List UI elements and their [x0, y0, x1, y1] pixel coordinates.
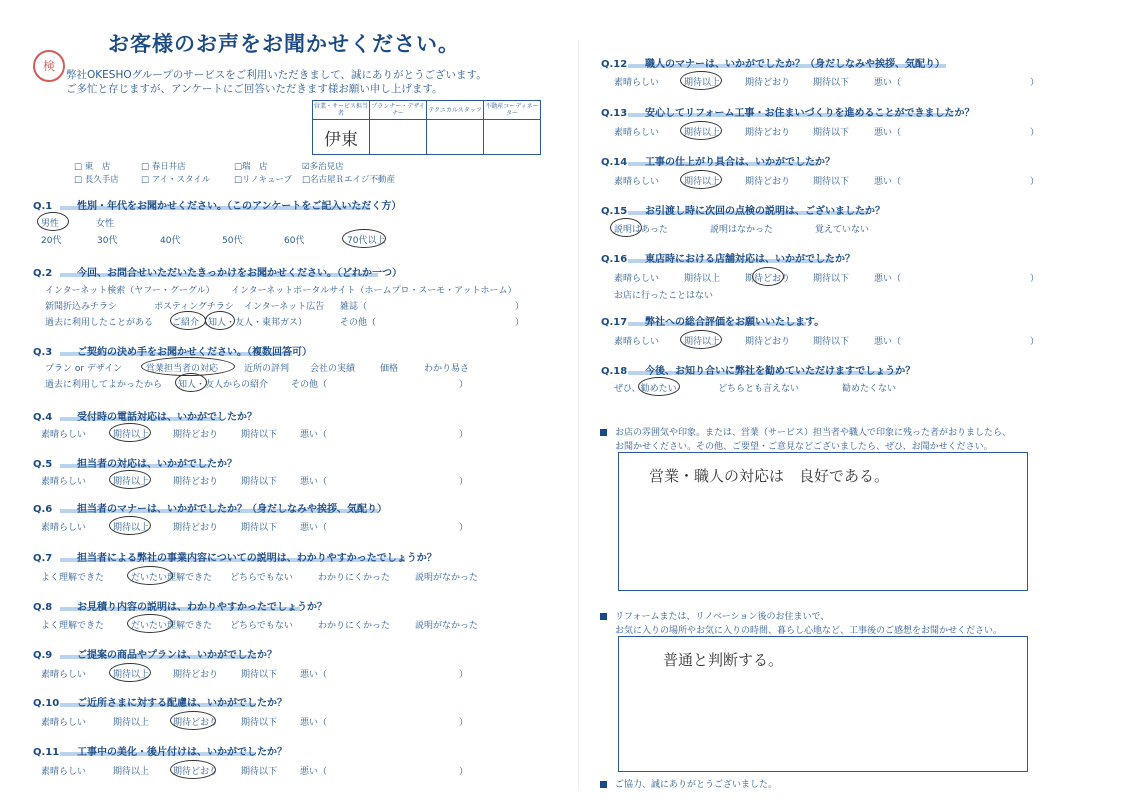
option[interactable]: 悪い（ — [300, 523, 328, 533]
option[interactable]: インターネット検索（ヤフー・グーグル） — [45, 286, 215, 296]
option[interactable]: 悪い（ — [874, 78, 902, 88]
option[interactable]: 男性 — [41, 219, 60, 229]
option[interactable]: 過去に利用してよかったから — [45, 380, 163, 390]
option[interactable]: 悪い（ — [874, 337, 902, 347]
option: ） — [515, 318, 525, 328]
option[interactable]: だいたい理解できた — [131, 621, 213, 631]
option[interactable]: 勧めたくない — [842, 384, 897, 394]
option[interactable]: インターネット広告 — [244, 302, 325, 312]
staff-planner-name[interactable] — [370, 120, 427, 155]
option[interactable]: 素晴らしい — [614, 177, 660, 187]
option[interactable]: 期待以下 — [813, 337, 850, 347]
answer-circle — [109, 470, 151, 489]
free-comment-2-prompt: リフォームまたは、リノベーション後のお住まいで、 — [600, 609, 829, 622]
option[interactable]: よく理解できた — [41, 573, 105, 583]
store-checkbox[interactable]: ☑多治見店 — [302, 162, 344, 172]
question-q4: Q.4 受付時の電話対応は、いかがでしたか？ — [33, 412, 257, 423]
option[interactable]: 期待どおり — [173, 767, 219, 777]
question-q12: Q.12 職人のマナーは、いかがでしたか？（身だしなみや挨拶、気配り） — [601, 59, 945, 70]
option[interactable]: 期待以上 — [684, 128, 721, 138]
option[interactable]: 期待以上 — [684, 78, 721, 88]
staff-header: プランナー・デザイナー — [370, 101, 427, 120]
intro-line-2: ご多忙と存じますが、アンケートにご回答いただきます様お願い申し上げます。 — [66, 83, 443, 95]
answer-circle — [680, 71, 722, 90]
option[interactable]: 期待以下 — [241, 477, 278, 487]
answer-circle — [170, 760, 219, 779]
answer-circle — [127, 614, 173, 633]
question-q15: Q.15 お引渡し時に次回の点検の説明は、ございましたか？ — [601, 206, 885, 217]
option[interactable]: 悪い（ — [874, 177, 902, 187]
option: ） — [459, 430, 469, 440]
option[interactable]: 悪い（ — [874, 128, 902, 138]
option[interactable]: よく理解できた — [41, 621, 105, 631]
option[interactable]: 知人・友人からの紹介 — [178, 380, 269, 390]
answer-circle — [680, 121, 722, 140]
option[interactable]: 期待どおり — [173, 430, 219, 440]
option[interactable]: 期待以下 — [813, 177, 850, 187]
option[interactable]: 期待どおり — [173, 670, 219, 680]
option[interactable]: 期待以上 — [684, 337, 721, 347]
option[interactable]: 30代 — [97, 236, 118, 246]
option[interactable]: 説明がなかった — [415, 573, 479, 583]
option[interactable]: 素晴らしい — [41, 670, 87, 680]
column-divider — [578, 40, 579, 790]
option[interactable]: 期待以下 — [241, 670, 278, 680]
option: ） — [1030, 128, 1040, 138]
option[interactable]: プラン or デザイン — [45, 364, 123, 374]
answer-circle — [170, 711, 219, 730]
option: ） — [459, 380, 469, 390]
option[interactable]: わかり易さ — [424, 364, 470, 374]
option[interactable]: どちらとも言えない — [718, 384, 800, 394]
answer-circle — [175, 373, 207, 392]
option[interactable]: 60代 — [284, 236, 305, 246]
option: ） — [459, 670, 469, 680]
option: ） — [1030, 337, 1040, 347]
option[interactable]: 期待どおり — [745, 128, 791, 138]
option[interactable]: 期待以上 — [113, 523, 150, 533]
store-checkbox[interactable]: □ アイ・スタイル — [141, 175, 211, 185]
question-q1: Q.1 性別・年代をお聞かせください。（このアンケートをご記入いただく方） — [33, 201, 402, 212]
option[interactable]: 素晴らしい — [614, 78, 660, 88]
option[interactable]: 悪い（ — [300, 430, 328, 440]
option[interactable]: どちらでもない — [230, 621, 293, 631]
staff-header: テクニカルスタッフ — [427, 101, 484, 120]
option[interactable]: 期待どおり — [173, 477, 219, 487]
option[interactable]: だいたい理解できた — [131, 573, 213, 583]
question-q14: Q.14 工事の仕上がり具合は、いかがでしたか？ — [601, 157, 835, 168]
store-checkbox[interactable]: □ 東 店 — [74, 162, 111, 172]
option[interactable]: 40代 — [160, 236, 181, 246]
option[interactable]: 期待以下 — [241, 767, 278, 777]
option[interactable]: 価格 — [380, 364, 399, 374]
option[interactable]: 素晴らしい — [614, 128, 660, 138]
option[interactable]: 期待どおり — [173, 523, 219, 533]
store-checkbox[interactable]: □名古屋Ｒエイジ不動産 — [302, 175, 396, 185]
option[interactable]: その他（ — [340, 318, 377, 328]
option[interactable]: インターネットポータルサイト（ホームプロ・スーモ・アットホーム） — [231, 286, 517, 296]
answer-circle — [610, 218, 642, 237]
option[interactable]: ご紹介（知人・友人・東邦ガス） — [172, 318, 308, 328]
option[interactable]: 期待以上 — [113, 718, 150, 728]
bullet-square-icon — [600, 613, 607, 620]
option: ） — [459, 718, 469, 728]
answer-circle — [680, 170, 722, 189]
option: ） — [459, 767, 469, 777]
option[interactable]: 期待以上 — [684, 177, 721, 187]
approval-seal: 検 — [33, 50, 65, 82]
option[interactable]: 説明はあった — [614, 225, 668, 235]
bullet-square-icon — [600, 429, 607, 436]
option[interactable]: 期待どおり — [173, 718, 219, 728]
answer-circle — [109, 423, 151, 442]
option[interactable]: どちらでもない — [230, 573, 293, 583]
option[interactable]: 期待どおり — [745, 177, 791, 187]
option[interactable]: 説明はなかった — [710, 225, 774, 235]
option[interactable]: 期待以上 — [113, 430, 150, 440]
option[interactable]: 期待以下 — [813, 78, 850, 88]
option[interactable]: 50代 — [222, 236, 243, 246]
option[interactable]: 女性 — [96, 219, 115, 229]
question-q9: Q.9 ご提案の商品やプランは、いかがでしたか？ — [33, 650, 277, 661]
option[interactable]: 期待以下 — [241, 430, 278, 440]
thanks-message: ご協力、誠にありがとうございました。 — [600, 777, 777, 790]
option[interactable]: 会社の実績 — [310, 364, 356, 374]
bullet-square-icon — [600, 781, 607, 788]
option: ） — [459, 477, 469, 487]
option[interactable]: 素晴らしい — [41, 430, 87, 440]
option: ） — [1030, 274, 1040, 284]
free-comment-1-prompt-2: お聞かせください。その他、ご要望・ご意見などございましたら、ぜひ、お聞かせください。 — [615, 442, 993, 452]
option[interactable]: わかりにくかった — [318, 621, 391, 631]
question-q2: Q.2 今回、お問合せいただいたきっかけをお聞かせください。（どれか一つ） — [33, 268, 402, 279]
option: ） — [459, 523, 469, 533]
staff-sales-name[interactable]: 伊東 — [313, 120, 370, 155]
option[interactable]: 素晴らしい — [41, 767, 87, 777]
staff-header: 営業・サービス担当者 — [313, 101, 370, 120]
option[interactable]: 20代 — [41, 236, 62, 246]
option[interactable]: 期待以下 — [813, 274, 850, 284]
question-q17: Q.17 弊社への総合評価をお願いいたします。 — [601, 317, 825, 328]
question-q5: Q.5 担当者の対応は、いかがでしたか？ — [33, 459, 237, 470]
answer-circle — [37, 212, 69, 231]
option: ） — [1030, 177, 1040, 187]
answer-circle — [342, 229, 386, 248]
option[interactable]: 期待どおり — [745, 337, 791, 347]
store-checkbox[interactable]: □ 長久手店 — [74, 175, 119, 185]
intro-line-1: 弊社OKESHOグループのサービスをご利用いただきまして、誠にありがとうございます。 — [66, 69, 487, 81]
option[interactable]: 期待以下 — [241, 718, 278, 728]
option[interactable]: 悪い（ — [874, 274, 902, 284]
option[interactable]: 期待以下 — [813, 128, 850, 138]
option: ） — [1030, 78, 1040, 88]
free-comment-2-prompt-2: お気に入りの場所やお気に入りの時間、暮らし心地など、工事後のご感想をお聞かせください。 — [615, 626, 1003, 636]
option[interactable]: 悪い（ — [300, 718, 328, 728]
option[interactable]: お店に行ったことはない — [614, 291, 714, 301]
option: ） — [515, 302, 525, 312]
answer-circle — [109, 516, 151, 535]
option[interactable]: 素晴らしい — [614, 274, 660, 284]
answer-circle — [680, 330, 722, 349]
page-title: お客様のお声をお聞かせください。 — [108, 32, 460, 56]
option[interactable]: 期待以上 — [684, 274, 721, 284]
free-comment-2-answer: 普通と判断する。 — [663, 651, 784, 669]
answer-circle — [638, 377, 680, 396]
question-q7: Q.7 担当者による弊社の事業内容についての説明は、わかりやすかったでしょうか？ — [33, 553, 437, 564]
option[interactable]: 素晴らしい — [41, 477, 87, 487]
answer-circle — [127, 566, 173, 585]
option[interactable]: 新聞折込みチラシ — [45, 302, 118, 312]
option[interactable]: 期待以上 — [113, 670, 150, 680]
answer-circle — [752, 267, 784, 286]
option[interactable]: 期待どおり — [745, 78, 791, 88]
option[interactable]: 営業担当者の対応 — [146, 364, 219, 374]
answer-circle — [205, 311, 235, 330]
option[interactable]: 雑誌（ — [340, 302, 368, 312]
option[interactable]: 期待以上 — [113, 767, 150, 777]
option[interactable]: 説明がなかった — [415, 621, 479, 631]
option[interactable]: 悪い（ — [300, 670, 328, 680]
free-comment-1-box[interactable] — [618, 452, 1028, 591]
staff-header: 不動産コーディネーター — [484, 101, 541, 120]
question-q11: Q.11 工事中の美化・後片付けは、いかがでしたか？ — [33, 747, 287, 758]
answer-circle — [109, 663, 151, 682]
question-q13: Q.13 安心してリフォーム工事・お住まいづくりを進めることができましたか？ — [601, 108, 975, 119]
option[interactable]: 期待以上 — [113, 477, 150, 487]
store-checkbox[interactable]: □瑞 店 — [234, 162, 268, 172]
question-q3: Q.3 ご契約の決め手をお聞かせください。（複数回答可） — [33, 347, 312, 358]
question-q16: Q.16 東店時における店舗対応は、いかがでしたか？ — [601, 254, 855, 265]
question-q10: Q.10 ご近所さまに対する配慮は、いかがでしたか？ — [33, 698, 287, 709]
option[interactable]: 過去に利用したことがある — [45, 318, 154, 328]
option[interactable]: ぜひ、勧めたい — [614, 384, 677, 394]
staff-technical-name[interactable] — [427, 120, 484, 155]
option[interactable]: 素晴らしい — [41, 718, 87, 728]
option[interactable]: わかりにくかった — [318, 573, 391, 583]
option[interactable]: ポスティングチラシ — [154, 302, 234, 312]
option[interactable]: その他（ — [291, 380, 328, 390]
option[interactable]: 期待どおり — [745, 274, 791, 284]
store-checkbox[interactable]: □ 春日井店 — [141, 162, 186, 172]
free-comment-1-prompt: お店の雰囲気や印象。または、営業（サービス）担当者や職人で印象に残った者がおりましたら、 — [600, 425, 1011, 438]
free-comment-2-box[interactable] — [618, 636, 1028, 772]
question-q18: Q.18 今後、お知り合いに弊社を勧めていただけますでしょうか？ — [601, 366, 916, 377]
staff-realestate-name[interactable] — [484, 120, 541, 155]
question-q6: Q.6 担当者のマナーは、いかがでしたか？（身だしなみや挨拶、気配り） — [33, 504, 387, 515]
option[interactable]: 悪い（ — [300, 767, 328, 777]
staff-table — [312, 100, 541, 155]
option[interactable]: 覚えていない — [815, 225, 870, 235]
option[interactable]: 素晴らしい — [614, 337, 660, 347]
store-checkbox[interactable]: □リノキューブ — [234, 175, 292, 185]
option[interactable]: 近所の評判 — [244, 364, 290, 374]
free-comment-1-answer: 営業・職人の対応は 良好である。 — [649, 467, 890, 485]
answer-circle — [170, 311, 206, 330]
option[interactable]: 期待以下 — [241, 523, 278, 533]
option[interactable]: 悪い（ — [300, 477, 328, 487]
option[interactable]: 素晴らしい — [41, 523, 87, 533]
option[interactable]: 70代以上 — [347, 236, 386, 246]
question-q8: Q.8 お見積り内容の説明は、わかりやすかったでしょうか？ — [33, 602, 327, 613]
